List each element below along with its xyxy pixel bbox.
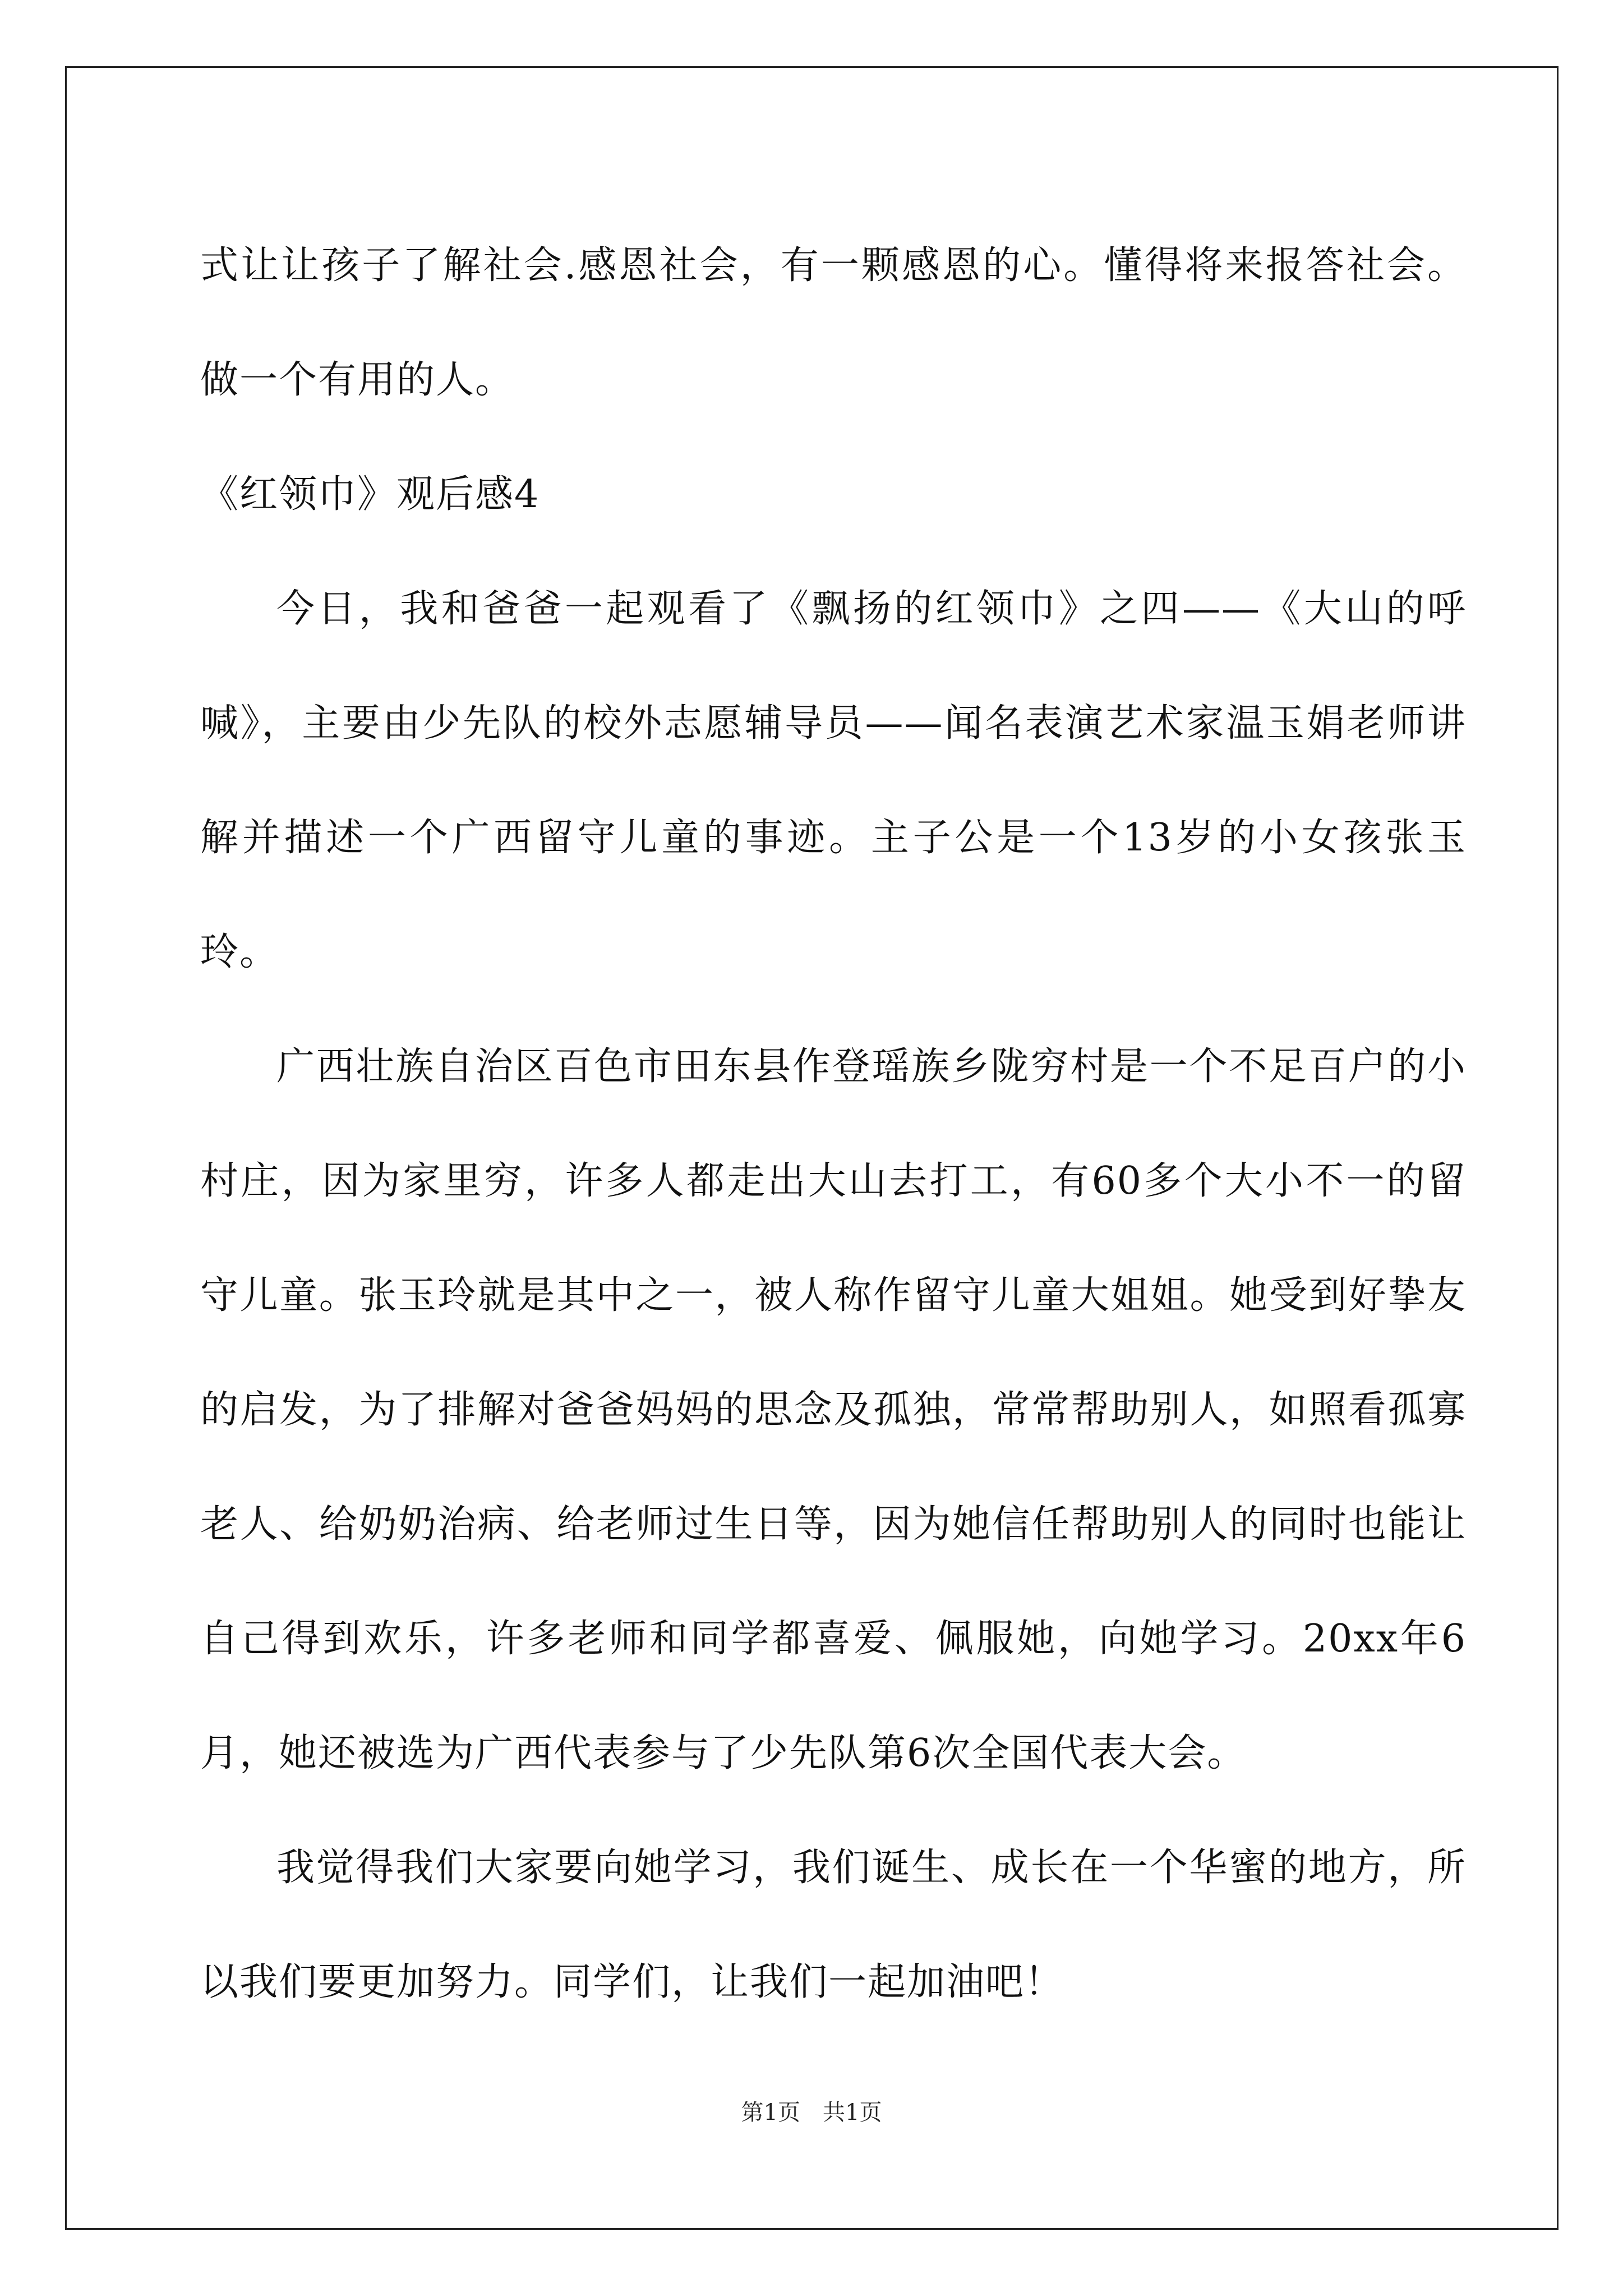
section-heading: 《红领巾》观后感4 (200, 472, 540, 517)
page-total: 共1页 (823, 2100, 882, 2125)
page-number: 第1页 (741, 2100, 800, 2125)
paragraph-continuation: 式让让孩子了解社会.感恩社会，有一颗感恩的心。懂得将来报答社会。做一个有用的人。 (200, 243, 1467, 402)
paragraph: 我觉得我们大家要向她学习，我们诞生、成长在一个华蜜的地方，所以我们要更加努力。同学们，让我们一起加油吧！ (200, 1846, 1467, 2004)
document-body (200, 209, 1467, 2040)
paragraph: 今日，我和爸爸一起观看了《飘扬的红领巾》之四——《大山的呼喊》，主要由少先队的校外志愿辅导员——闻名表演艺术家温玉娟老师讲解并描述一个广西留守儿童的事迹。主子公是一个13岁的小女孩张玉玲。 (200, 587, 1467, 974)
page-footer (0, 2096, 1623, 2129)
paragraph: 广西壮族自治区百色市田东县作登瑶族乡陇穷村是一个不足百户的小村庄，因为家里穷，许多人都走出大山去打工，有60多个大小不一的留守儿童。张玉玲就是其中之一，被人称作留守儿童大姐姐。她受到好挚友的启发，为了排解对爸爸妈妈的思念及孤独，常常帮助别人，如照看孤寡老人、给奶奶治病、给老师过生日等，因为她信任帮助别人的同时也能让自己得到欢乐，许多老师和同学都喜爱、佩服她，向她学习。20xx年6月，她还被选为广西代表参与了少先队第6次全国代表大会。 (200, 1045, 1467, 1775)
